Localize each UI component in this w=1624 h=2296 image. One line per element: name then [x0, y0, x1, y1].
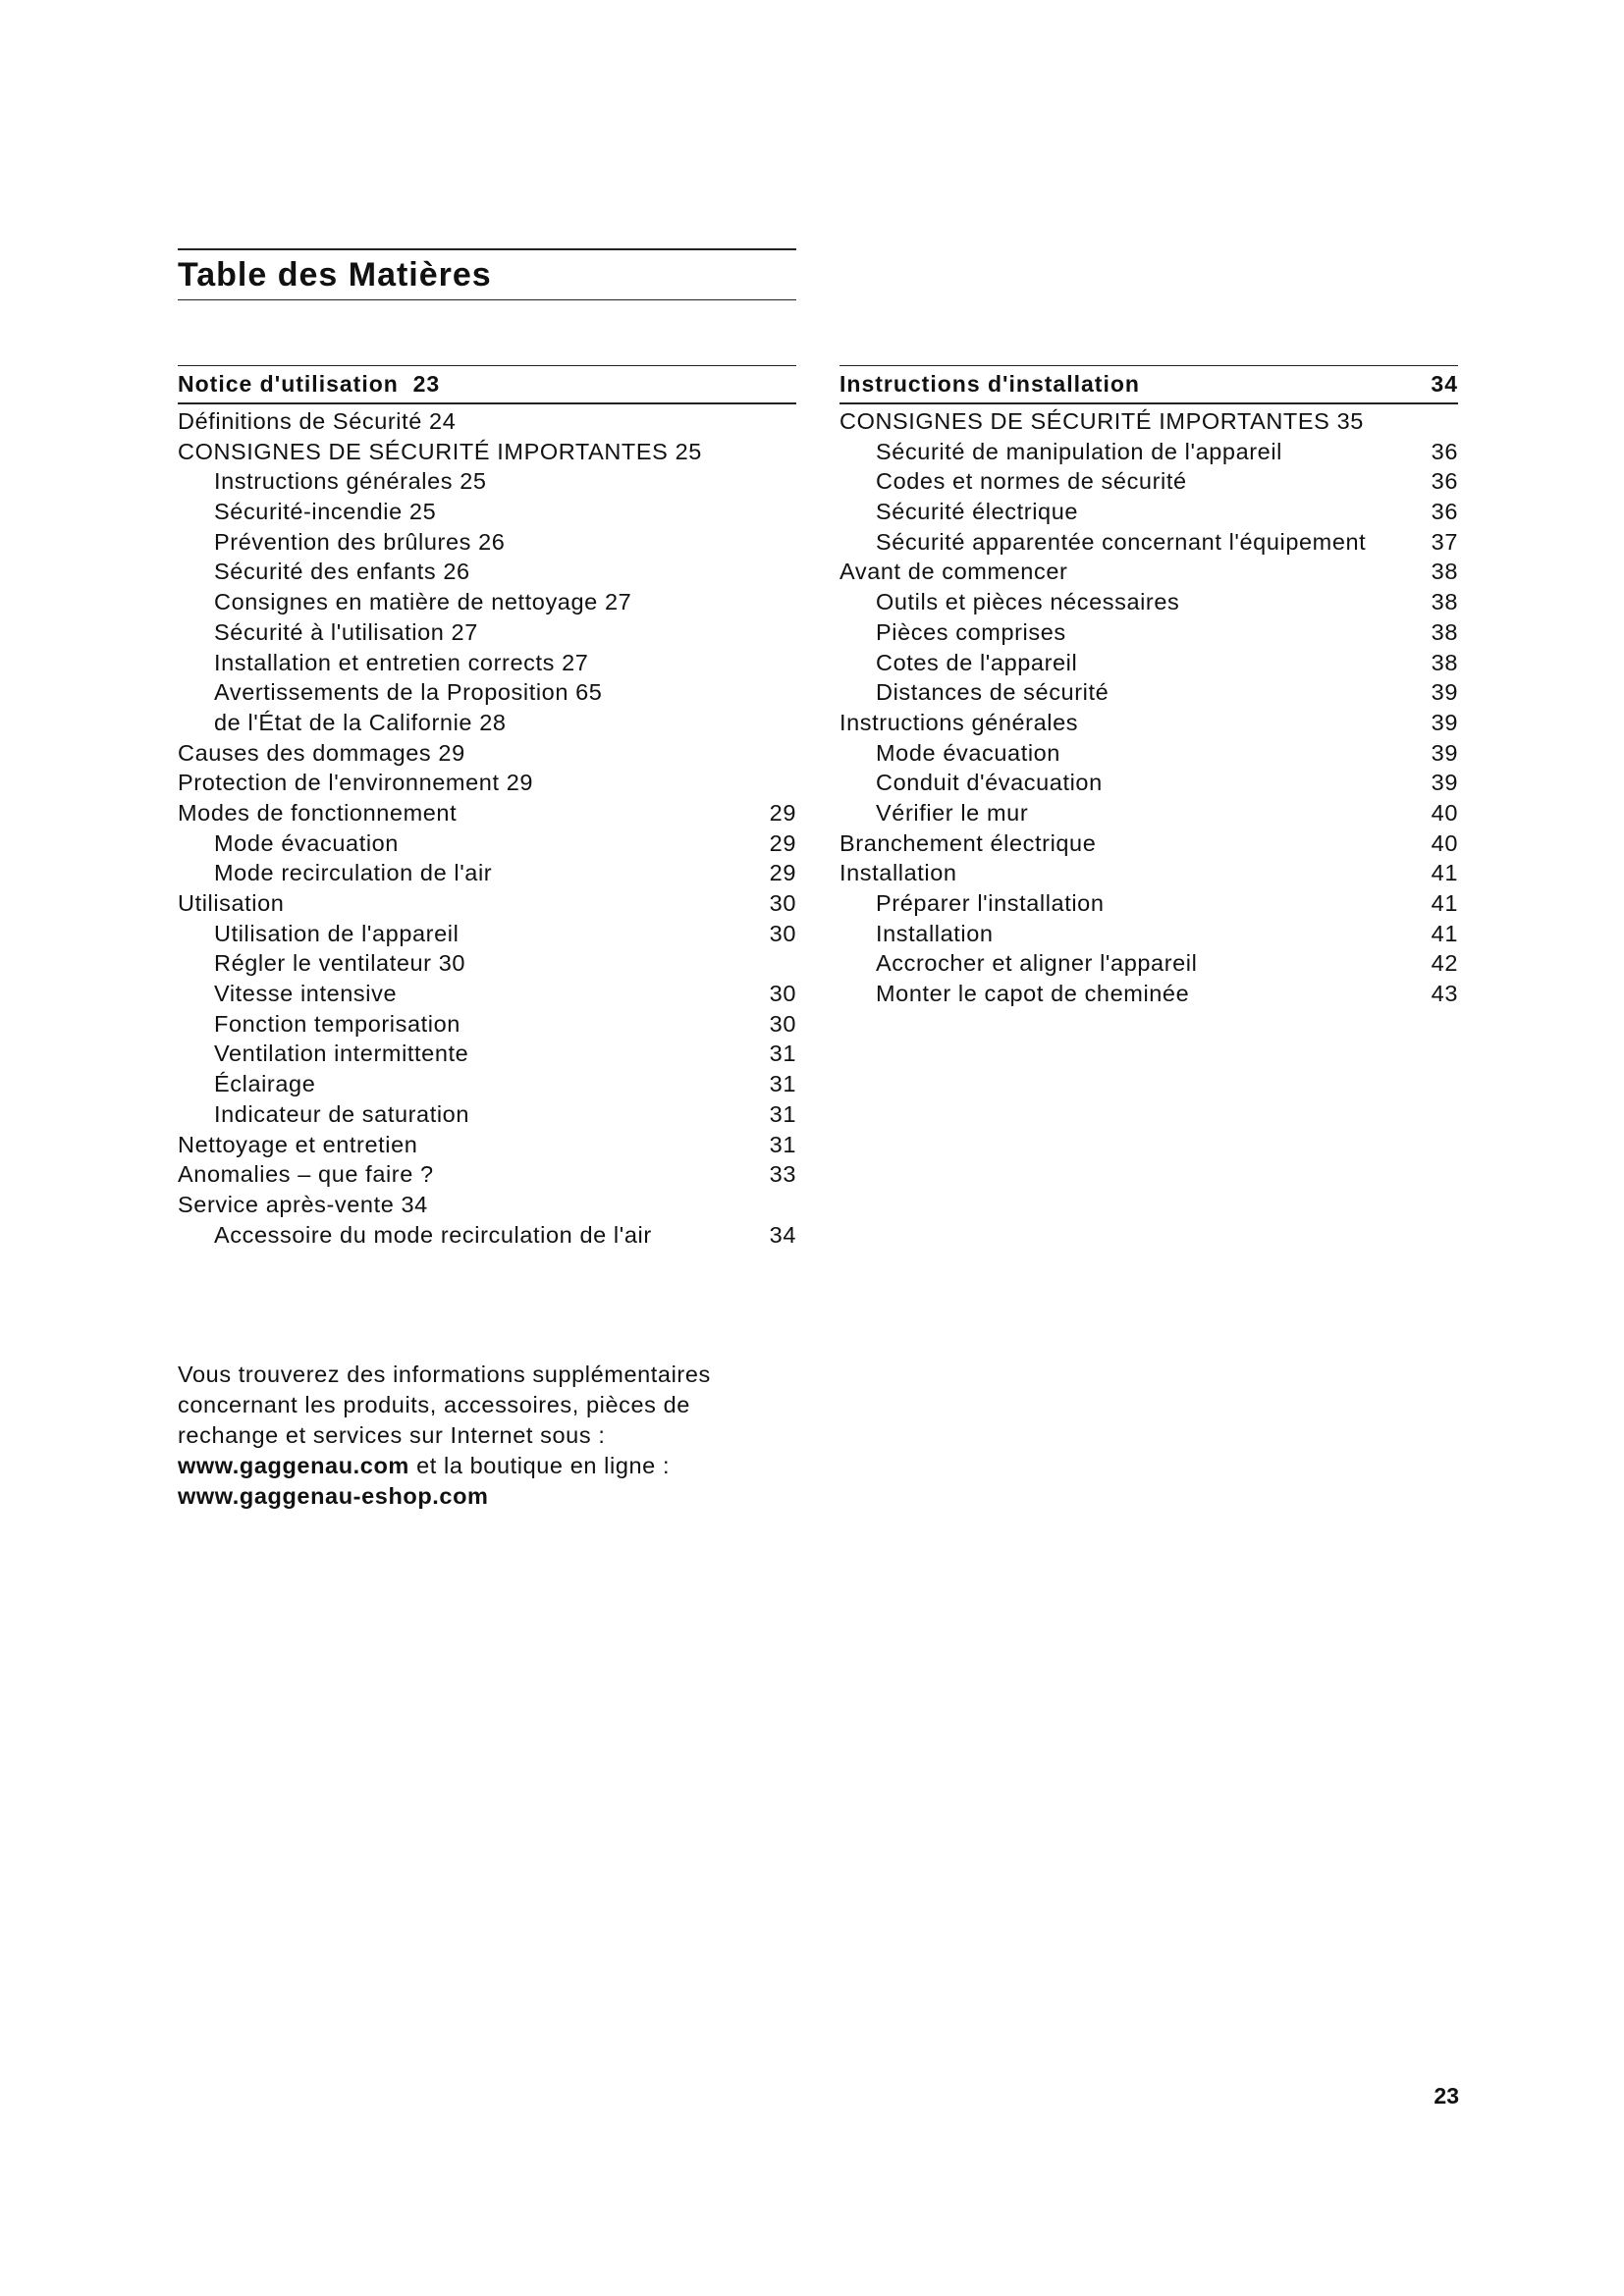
- toc-entry-page: 31: [769, 1071, 796, 1097]
- toc-entry-label: Sécurité de manipulation de l'appareil: [876, 438, 1282, 464]
- toc-entry-label: Protection de l'environnement 29: [178, 770, 534, 796]
- toc-section-heading-text: [178, 366, 440, 402]
- toc-entry[interactable]: [839, 617, 1458, 648]
- toc-entry-page: 37: [1431, 528, 1458, 555]
- toc-entry-label: Sécurité apparentée concernant l'équipement: [876, 528, 1367, 555]
- toc-entry-page: 30: [769, 920, 796, 946]
- toc-entry-page: 39: [1431, 709, 1458, 735]
- toc-entry[interactable]: [839, 406, 1458, 437]
- toc-entry[interactable]: [839, 919, 1458, 949]
- toc-entry[interactable]: [839, 466, 1458, 497]
- toc-section-heading-page: 34: [1431, 371, 1458, 397]
- toc-entry[interactable]: [178, 527, 796, 558]
- toc-entry-label: Accrocher et aligner l'appareil: [876, 950, 1198, 977]
- toc-column-usage: [178, 365, 796, 1250]
- toc-entry[interactable]: [178, 828, 796, 859]
- toc-entry[interactable]: [178, 497, 796, 527]
- eshop-link[interactable]: www.gaggenau-eshop.com: [178, 1483, 489, 1509]
- toc-entry-page: 38: [1431, 559, 1458, 585]
- toc-entry-label: Éclairage: [214, 1071, 316, 1097]
- toc-entry-page: 36: [1431, 468, 1458, 495]
- toc-entry[interactable]: [839, 768, 1458, 798]
- toc-entry-label: Monter le capot de cheminée: [876, 981, 1190, 1007]
- toc-list-installation: [839, 406, 1458, 1009]
- toc-entry-page: 41: [1431, 920, 1458, 946]
- note-line: Vous trouverez des informations supplémentaires: [178, 1362, 711, 1387]
- toc-section-heading-label: Instructions d'installation: [839, 371, 1140, 397]
- title-block: [178, 248, 796, 300]
- toc-entry-label: Définitions de Sécurité 24: [178, 408, 457, 434]
- toc-entry[interactable]: [178, 1130, 796, 1160]
- toc-entry-page: 39: [1431, 770, 1458, 796]
- toc-entry-label: Pièces comprises: [876, 618, 1066, 645]
- toc-entry-page: 38: [1431, 649, 1458, 675]
- website-link[interactable]: www.gaggenau.com: [178, 1453, 409, 1478]
- toc-list-usage: [178, 406, 796, 1250]
- toc-section-heading: [839, 365, 1458, 404]
- toc-entry-label: Anomalies – que faire ?: [178, 1161, 434, 1188]
- toc-entry[interactable]: [839, 948, 1458, 979]
- toc-entry-page: 43: [1431, 981, 1458, 1007]
- toc-entry[interactable]: [178, 768, 796, 798]
- toc-entry-label: Installation: [839, 860, 957, 886]
- toc-entry-label: Ventilation intermittente: [214, 1041, 469, 1067]
- toc-entry[interactable]: [178, 1159, 796, 1190]
- toc-entry-label: CONSIGNES DE SÉCURITÉ IMPORTANTES 25: [178, 438, 702, 464]
- toc-entry[interactable]: [178, 587, 796, 617]
- toc-entry-label: Codes et normes de sécurité: [876, 468, 1187, 495]
- toc-entry[interactable]: [839, 888, 1458, 919]
- toc-entry-page: 30: [769, 1010, 796, 1037]
- toc-entry[interactable]: [839, 738, 1458, 769]
- toc-entry-label: Sécurité électrique: [876, 499, 1079, 525]
- toc-entry-label: Cotes de l'appareil: [876, 649, 1078, 675]
- toc-entry-page: 40: [1431, 799, 1458, 826]
- toc-entry-page: 38: [1431, 618, 1458, 645]
- toc-entry[interactable]: [178, 858, 796, 888]
- toc-entry[interactable]: [839, 677, 1458, 708]
- toc-entry[interactable]: [839, 979, 1458, 1009]
- toc-entry-page: 42: [1431, 950, 1458, 977]
- toc-entry-label: Avant de commencer: [839, 559, 1068, 585]
- toc-entry[interactable]: [178, 437, 796, 467]
- toc-entry-page: 36: [1431, 499, 1458, 525]
- toc-entry-page: 41: [1431, 890, 1458, 916]
- toc-entry-label: Instructions générales 25: [214, 468, 487, 495]
- toc-entry[interactable]: [839, 708, 1458, 738]
- toc-section-heading-page: 23: [412, 371, 441, 397]
- toc-entry-page: 39: [1431, 739, 1458, 766]
- toc-entry-label: Préparer l'installation: [876, 890, 1105, 916]
- toc-entry-label: Régler le ventilateur 30: [214, 950, 466, 977]
- toc-entry-label: Fonction temporisation: [214, 1010, 460, 1037]
- toc-entry-label: Conduit d'évacuation: [876, 770, 1103, 796]
- toc-entry-page: 31: [769, 1100, 796, 1127]
- toc-entry[interactable]: [178, 1099, 796, 1130]
- toc-entry-label: Accessoire du mode recirculation de l'air: [214, 1221, 652, 1248]
- toc-entry-label: Mode évacuation: [214, 829, 399, 856]
- toc-entry-page: 29: [769, 829, 796, 856]
- toc-entry-page: 39: [1431, 679, 1458, 706]
- toc-entry[interactable]: [839, 798, 1458, 828]
- toc-entry-label: Utilisation de l'appareil: [214, 920, 460, 946]
- toc-entry-label: Vitesse intensive: [214, 981, 398, 1007]
- toc-entry-page: 29: [769, 860, 796, 886]
- toc-entry[interactable]: [839, 527, 1458, 558]
- toc-entry[interactable]: [178, 1190, 796, 1220]
- toc-entry-page: 41: [1431, 860, 1458, 886]
- toc-entry-label: Instructions générales: [839, 709, 1079, 735]
- toc-entry-label: Nettoyage et entretien: [178, 1131, 418, 1157]
- toc-entry-label: Avertissements de la Proposition 65: [214, 679, 603, 706]
- page-title: Table des Matières: [178, 256, 492, 294]
- toc-entry-label: Modes de fonctionnement: [178, 799, 458, 826]
- toc-entry[interactable]: [178, 1069, 796, 1099]
- toc-entry-label: Utilisation: [178, 890, 285, 916]
- note-line: [178, 1451, 806, 1481]
- toc-entry-label: Prévention des brûlures 26: [214, 528, 506, 555]
- toc-entry-label: Mode évacuation: [876, 739, 1060, 766]
- toc-entry-label: Consignes en matière de nettoyage 27: [214, 589, 632, 615]
- toc-entry[interactable]: [178, 888, 796, 919]
- toc-entry-page: 36: [1431, 438, 1458, 464]
- toc-entry-label: Sécurité à l'utilisation 27: [214, 618, 478, 645]
- toc-entry[interactable]: [178, 648, 796, 678]
- toc-entry[interactable]: [839, 828, 1458, 859]
- toc-entry[interactable]: [178, 798, 796, 828]
- toc-entry-page: 30: [769, 981, 796, 1007]
- toc-entry-label: Outils et pièces nécessaires: [876, 589, 1180, 615]
- toc-column-installation: [839, 365, 1458, 1009]
- toc-entry[interactable]: [178, 1220, 796, 1251]
- toc-entry[interactable]: [839, 648, 1458, 678]
- toc-entry[interactable]: [178, 919, 796, 949]
- toc-entry-page: 30: [769, 890, 796, 916]
- toc-section-heading: [178, 365, 796, 404]
- toc-entry-page: 33: [769, 1161, 796, 1188]
- toc-entry-page: 29: [769, 799, 796, 826]
- toc-entry[interactable]: [178, 1009, 796, 1040]
- toc-entry[interactable]: [839, 437, 1458, 467]
- toc-entry[interactable]: [178, 738, 796, 769]
- page-number: 23: [1434, 2083, 1459, 2109]
- toc-entry[interactable]: [839, 858, 1458, 888]
- toc-entry-label: Indicateur de saturation: [214, 1100, 470, 1127]
- toc-entry-page: 34: [769, 1221, 796, 1248]
- toc-entry-label: Installation et entretien corrects 27: [214, 649, 589, 675]
- toc-entry[interactable]: [178, 557, 796, 587]
- toc-entry-page: 31: [769, 1131, 796, 1157]
- toc-entry-page: 40: [1431, 829, 1458, 856]
- toc-entry[interactable]: [178, 1039, 796, 1069]
- note-line: concernant les produits, accessoires, pièces de: [178, 1392, 690, 1417]
- toc-entry-label: Mode recirculation de l'air: [214, 860, 493, 886]
- toc-entry-label: CONSIGNES DE SÉCURITÉ IMPORTANTES 35: [839, 408, 1364, 434]
- online-info-note: [178, 1360, 806, 1512]
- toc-entry[interactable]: [178, 979, 796, 1009]
- note-line-text: et la boutique en ligne :: [408, 1453, 671, 1478]
- toc-entry[interactable]: [178, 708, 796, 738]
- toc-section-heading-label: Notice d'utilisation: [178, 371, 399, 397]
- toc-entry-label: Installation: [876, 920, 994, 946]
- toc-entry[interactable]: [178, 466, 796, 497]
- toc-entry[interactable]: [839, 497, 1458, 527]
- toc-entry-label: Causes des dommages 29: [178, 739, 465, 766]
- toc-entry-page: 38: [1431, 589, 1458, 615]
- toc-entry[interactable]: [178, 406, 796, 437]
- toc-entry-label: Distances de sécurité: [876, 679, 1110, 706]
- toc-entry[interactable]: [839, 587, 1458, 617]
- toc-entry-label: de l'État de la Californie 28: [214, 709, 507, 735]
- toc-entry[interactable]: [178, 948, 796, 979]
- toc-entry-label: Branchement électrique: [839, 829, 1097, 856]
- note-line: rechange et services sur Internet sous :: [178, 1422, 606, 1448]
- toc-entry-label: Service après-vente 34: [178, 1191, 428, 1217]
- toc-entry[interactable]: [178, 677, 796, 708]
- toc-entry[interactable]: [839, 557, 1458, 587]
- note-line: [178, 1481, 806, 1512]
- toc-entry-label: Sécurité des enfants 26: [214, 559, 470, 585]
- toc-entry[interactable]: [178, 617, 796, 648]
- toc-entry-label: Vérifier le mur: [876, 799, 1029, 826]
- toc-entry-page: 31: [769, 1041, 796, 1067]
- toc-entry-label: Sécurité-incendie 25: [214, 499, 437, 525]
